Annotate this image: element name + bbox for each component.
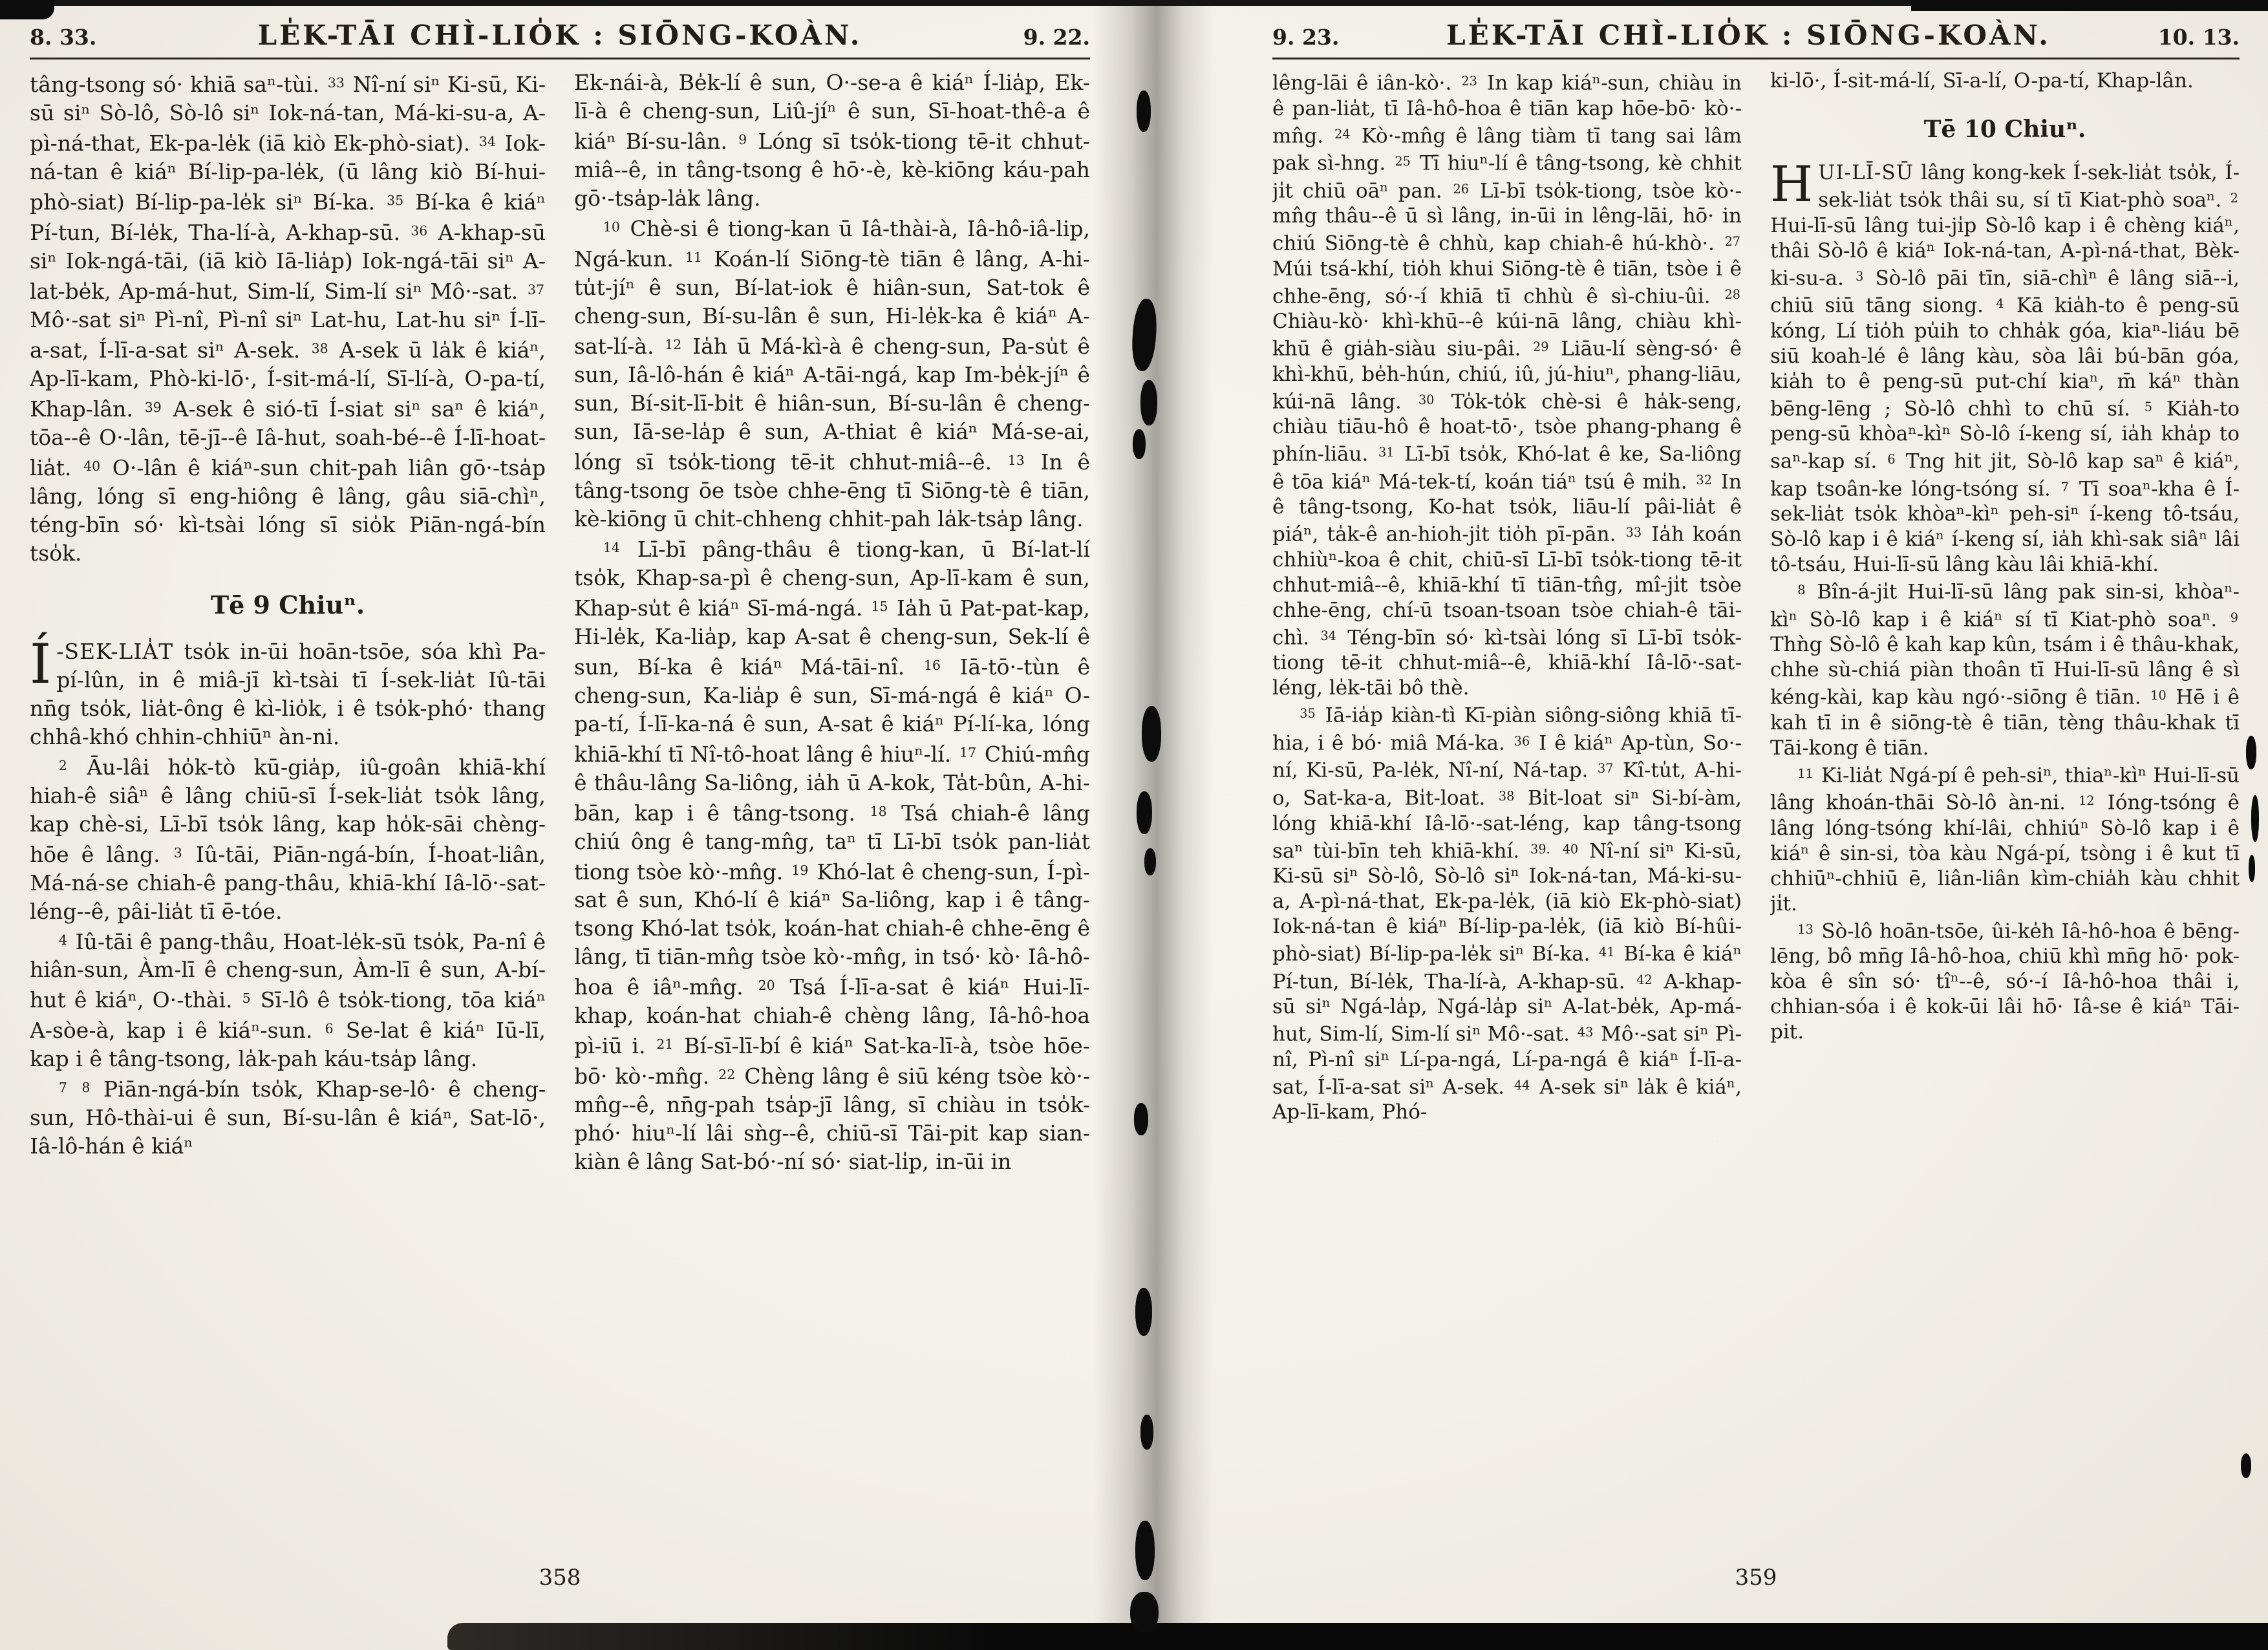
- verse-number: 10: [603, 219, 620, 235]
- verse-number: 40: [83, 458, 101, 474]
- verse-number: 19: [791, 862, 809, 878]
- verse-number: 9: [738, 132, 747, 147]
- verse-number: 12: [2079, 793, 2095, 809]
- verse-number: 26: [1453, 181, 1469, 197]
- verse-number: 40: [1562, 841, 1579, 857]
- verse-paragraph: $^4$ Iû-tāi ê pang-thâu, Hoat-le̍k-sū tso̍k, Pa-nî ê hiân-sun, Àm-lī ê cheng-sun, Àm-lī ê sun, A-bí-hut ê kiáⁿ, O·-thài. $^5$ Sī-lô ê tso̍k-tiong, tōa kiáⁿ A-sòe-à, kap i ê kiáⁿ-sun. $^6$ Se-lat ê kiáⁿ Iū-lī, kap i ê tâng-tsong, la̍k-pah káu-tsa̍p lâng.: [30, 928, 546, 1072]
- binding-mark: [1142, 706, 1161, 762]
- verse-paragraph: Ek-nái-à, Be̍k-lí ê sun, O·-se-a ê kiáⁿ Í-lia̍p, Ek-lī-à ê cheng-sun, Liû-jíⁿ ê sun, Sī-hoat-thê-a ê kiáⁿ Bí-su-lân. $^9$ Lóng sī tso̍k-tiong tē-it chhut-miâ--ê, in tâng-tsong ê hō·-è, kè-kiōng káu-pah gō·-tsa̍p-la̍k lâng.: [574, 70, 1090, 211]
- binding-mark: [1134, 1103, 1148, 1135]
- verse-number: 6: [1887, 452, 1896, 467]
- verse-number: 24: [1334, 126, 1351, 142]
- binding-mark: [1137, 91, 1151, 132]
- verse-number: 37: [1597, 761, 1614, 777]
- chapter-opening-paragraph: HUI-LĪ-SŪ lâng kong-kek Í-sek-lia̍t tso̍k, Í-sek-lia̍t tso̍k thâi su, sí tī Kiat-phò soaⁿ. $^2$ Hui-lī-sū lâng tui-ji̍p Sò-lô kap i ê chèng kiáⁿ, thâi Sò-lô ê kiáⁿ Iok-ná-tan, A-pì-ná-that, Bèk-ki-su-a. $^3$ Sò-lô pāi tīn, siā-chìⁿ ê lâng siā--i, chiū siū tāng siong. $^4$ Kā kia̍h-to ê peng-sū kóng, Lí tio̍h pu̍ih to chha̍k góa, kiaⁿ-liáu bē siū koah-lé ê lâng kàu, sòa lâi bú-bān góa, kia̍h to ê peng-sū put-chí kiaⁿ, m̄ káⁿ thàn bēng-lēng ; Sò-lô chhì to chū sí. $^5$ Kia̍h-to peng-sū khòaⁿ-kìⁿ Sò-lô í-keng sí, ia̍h kha̍p to saⁿ-kap sí. $^6$ Tng hit ji̍t, Sò-lô kap saⁿ ê kiáⁿ, kap tsoân-ke lóng-tsóng sí. $^7$ Tī soaⁿ-kha ê Í-sek-lia̍t tso̍k khòaⁿ-kìⁿ peh-siⁿ í-keng tô-tsáu, Sò-lô kap i ê kiáⁿ í-keng sí, ia̍h khì-sak siâⁿ lâi tô-tsáu, Hui-lī-sū lâng kàu lâi khiā-khí.: [1770, 155, 2240, 577]
- margin-mark: [2249, 855, 2255, 882]
- verse-paragraph: $^{14}$ Lī-bī pâng-thâu ê tiong-kan, ū Bí-lat-lí tso̍k, Khap-sa-pì ê cheng-sun, Ap-lī-kam ê sun, Khap-su̍t ê kiáⁿ Sī-má-ngá. $^{15}$ Ia̍h ū Pat-pat-kap, Hi-le̍k, Ka-lia̍p, kap A-sat ê cheng-sun, Sek-lí ê sun, Bí-ka ê kiáⁿ Má-tāi-nî. $^{16}$ Iā-tō·-tùn ê cheng-sun, Ka-lia̍p ê sun, Sī-má-ngá ê kiáⁿ O-pa-tí, Í-lī-ka-ná ê sun, A-sat ê kiáⁿ Pí-lí-ka, lóng khiā-khí tī Nî-tô-hoat lâng ê hiuⁿ-lí. $^{17}$ Chiú-mn̂g ê thâu-lâng Sa-liông, ia̍h ū A-kok, Ta̍t-bûn, A-hi-bān, kap i ê tâng-tsong. $^{18}$ Tsá chiah-ê lâng chiú ông ê tang-mn̂g, taⁿ tī Lī-bī tso̍k pan-lia̍t tiong tsòe kò·-mn̂g. $^{19}$ Khó-lat ê cheng-sun, Í-pì-sat ê sun, Khó-lí ê kiáⁿ Sa-liông, kap i ê tâng-tsong Khó-lat tso̍k, koán-hat chiah-ê chhe-ēng ê lâng, tī tiān-mn̂g tsòe kò·-mn̂g, in tsó· kò· Iâ-hô-hoa ê iâⁿ-mn̂g. $^{20}$ Tsá Í-lī-a-sat ê kiáⁿ Hui-lī-khap, koán-hat chiah-ê chèng lâng, Iâ-hô-hoa pì-iū i. $^{21}$ Bí-sī-lī-bí ê kiáⁿ Sat-ka-lī-à, tsòe hōe-bō· kò·-mn̂g. $^{22}$ Chèng lâng ê siū kéng tsòe kò·-mn̂g--ê, nn̄g-pah tsa̍p-jī lâng, sī chiàu in tso̍k-phó· hiuⁿ-lí lâi sǹg--ê, chiū-sī Tāi-pit kap sian-kiàn ê lâng Sat-bó·-ní só· siat-li̍p, in-ūi in: [574, 536, 1090, 1175]
- text-columns: [1272, 69, 2240, 1549]
- verse-number: 15: [871, 598, 888, 614]
- verse-number: 17: [959, 744, 977, 760]
- margin-mark: [2246, 736, 2256, 769]
- verse-number: 12: [665, 336, 682, 352]
- verse-number: 18: [870, 803, 887, 819]
- verse-number: 43: [1577, 1025, 1594, 1040]
- verse-number: 6: [325, 1021, 334, 1037]
- margin-mark: [2241, 1453, 2251, 1478]
- verse-number: 38: [1498, 788, 1515, 804]
- chapter-verse-ref-right: 10. 13.: [2157, 25, 2240, 50]
- verse-number: 42: [1636, 972, 1653, 987]
- scan-edge-bottom: [447, 1623, 2268, 1650]
- page-number: 359: [1735, 1565, 1777, 1591]
- binding-mark: [1140, 380, 1157, 425]
- chapter-heading: Tē 10 Chiuⁿ.: [1923, 116, 2086, 143]
- verse-number: 4: [1996, 296, 2004, 312]
- verse-number: 8: [1797, 583, 1806, 598]
- verse-paragraph: $^{35}$ Iā-ia̍p kiàn-tì Kī-piàn siông-siông khiā tī-hia, i ê bó· miâ Má-ka. $^{36}$ I ê kiáⁿ Ap-tùn, So·-ní, Ki-sū, Pa-le̍k, Nî-ní, Ná-tap. $^{37}$ Kî-tu̍t, A-hi-o, Sat-ka-a, Bi̍t-loat. $^{38}$ Bi̍t-loat siⁿ Si-bí-àm, lóng khiā-khí Iâ-lō·-sat-léng, kap tâng-tsong saⁿ tùi-bīn teh khiā-khí. $^{39.}$ $^{40}$ Nî-ní siⁿ Ki-sū, Ki-sū siⁿ Sò-lô, Sò-lô siⁿ Iok-ná-tan, Má-ki-su-a, A-pì-ná-that, Ek-pa-le̍k, (iā kiò Ek-phò-siat) Iok-ná-tan ê kiáⁿ Bí-lip-pa-le̍k, (iā kiò Bí-hûi-phò-siat) Bí-lip-pa-le̍k siⁿ Bí-ka. $^{41}$ Bí-ka ê kiáⁿ Pí-tun, Bí-le̍k, Tha-lí-à, A-khap-sū. $^{42}$ A-khap-sū siⁿ Ngá-la̍p, Ngá-la̍p siⁿ A-lat-be̍k, Ap-má-hut, Sim-lí, Sim-lí siⁿ Mô·-sat. $^{43}$ Mô·-sat siⁿ Pì-nî, Pì-nî siⁿ Lí-pa-ngá, Lí-pa-ngá ê kiáⁿ Í-lī-a-sat, Í-lī-a-sat siⁿ A-sek. $^{44}$ A-sek siⁿ la̍k ê kiáⁿ, Ap-lī-kam, Phó-: [1272, 703, 1742, 1124]
- text-columns: [30, 69, 1090, 1549]
- verse-number: 44: [1514, 1077, 1530, 1093]
- verse-number: 8: [81, 1080, 91, 1096]
- scan-edge-top-right: [1911, 0, 2268, 11]
- opening-word: UI-LĪ-SŪ: [1818, 161, 1914, 184]
- verse-number: 33: [327, 75, 345, 91]
- verse-number: 34: [1320, 628, 1336, 643]
- verse-number: 22: [718, 1067, 736, 1083]
- verse-number: 35: [1300, 706, 1316, 722]
- binding-mark: [1144, 848, 1156, 875]
- column-2: [574, 69, 1090, 1549]
- verse-number: 33: [1625, 525, 1642, 541]
- verse-number: 13: [1797, 921, 1813, 937]
- page-header: [1272, 19, 2240, 59]
- verse-number: 11: [1797, 766, 1813, 781]
- verse-number: 41: [1599, 945, 1615, 960]
- binding-mark: [1133, 429, 1146, 459]
- verse-number: 23: [1461, 74, 1477, 89]
- binding-mark: [1135, 1521, 1155, 1580]
- scan-corner-top-left: [0, 0, 54, 19]
- verse-number: 31: [1378, 445, 1395, 460]
- chapter-opening-paragraph: Í -SEK-LIA̍T tso̍k in-ūi hoān-tsōe, sóa khì Pa-pí-lûn, in ê miâ-jī kì-tsài tī Í-sek-lia̍t Iû-tāi nn̄g tso̍k, lia̍t-ông ê kì-lio̍k, i ê tso̍k-phó· thang chhâ-khó chhin-chhiūⁿ àn-ni.: [30, 632, 546, 749]
- verse-number: 9: [2230, 610, 2238, 625]
- verse-paragraph: $^7$ $^8$ Piān-ngá-bín tso̍k, Khap-se-lô· ê cheng-sun, Hô-thài-ui ê sun, Bí-su-lân ê kiáⁿ, Sat-lō·, Iâ-lô-hán ê kiáⁿ: [30, 1077, 546, 1159]
- verse-number: 5: [2144, 399, 2152, 414]
- verse-number: 25: [1395, 154, 1411, 169]
- verse-number: 10: [2150, 688, 2166, 703]
- verse-paragraph: $^2$ Āu-lâi ho̍k-tò kū-gia̍p, iû-goân khiā-khí hiah-ê siâⁿ ê lâng chiū-sī Í-sek-lia̍t tso̍k lâng, kap chè-si, Lī-bī tso̍k lâng, kap ho̍k-sāi chèng-hōe ê lâng. $^3$ Iû-tāi, Piān-ngá-bín, Í-hoat-liân, Má-ná-se chiah-ê pang-thâu, khiā-khí Iâ-lō·-sat-léng--ê, pâi-lia̍t tī ē-tóe.: [30, 754, 546, 924]
- verse-number: 20: [758, 978, 775, 994]
- running-title: LE̍K-TĀI CHÌ-LIO̍K : SIŌNG-KOÀN.: [257, 19, 862, 51]
- binding-mark: [1130, 1592, 1159, 1633]
- verse-number: 21: [656, 1036, 674, 1053]
- verse-paragraph: $^{10}$ Chè-si ê tiong-kan ū Iâ-thài-à, Iâ-hô-iâ-lip, Ngá-kun. $^{11}$ Koán-lí Siōng-tè tiān ê lâng, A-hi-tu̍t-jíⁿ ê sun, Bí-lat-iok ê hiân-sun, Sat-tok ê cheng-sun, Bí-su-lân ê sun, Hi-le̍k-ka ê kiáⁿ A-sat-lí-à. $^{12}$ Ia̍h ū Má-kì-à ê cheng-sun, Pa-su̍t ê sun, Iâ-lô-hán ê kiáⁿ A-tāi-ngá, kap Im-be̍k-jíⁿ ê sun, Bí-sit-lī-bi̍t ê hiân-sun, Bí-su-lân ê cheng-sun, Iā-se-la̍p ê sun, A-thiat ê kiáⁿ Má-se-ai, lóng sī tso̍k-tiong tē-it chhut-miâ--ê. $^{13}$ In ê tâng-tsong ōe tsòe chhe-ēng tī Siōng-tè ê tiān, kè-kiōng ū chi̍t-chheng chhit-pah la̍k-tsa̍p lâng.: [574, 215, 1090, 531]
- verse-paragraph: $^8$ Bîn-á-ji̍t Hui-lī-sū lâng pak sin-si, khòaⁿ-kìⁿ Sò-lô kap i ê kiáⁿ sí tī Kiat-phò soaⁿ. $^9$ Thǹg Sò-lô ê kah kap kûn, tsám i ê thâu-khak, chhe sù-chiá piàn thoân tī Hui-lī-sū lâng ê sì kéng-kài, kap kàu ngó·-siōng ê tiān. $^{10}$ Hē i ê kah tī in ê siōng-tè ê tiān, tèng thâu-khak tī Tāi-kong ê tiān.: [1770, 580, 2240, 760]
- verse-number: 39.: [1530, 841, 1550, 857]
- drop-cap-letter: H: [1770, 155, 1813, 213]
- verse-number: 11: [685, 249, 702, 265]
- verse-paragraph: ki-lō·, Í-sit-má-lí, Sī-a-lí, O-pa-tí, Khap-lân.: [1770, 69, 2194, 92]
- verse-number: 27: [1724, 234, 1740, 250]
- binding-mark: [1137, 791, 1152, 834]
- verse-number: 5: [242, 991, 251, 1007]
- verse-number: 7: [2060, 479, 2069, 495]
- chapter-verse-ref-right: 9. 22.: [1023, 25, 1090, 50]
- gutter-shadow: [1094, 0, 1214, 1650]
- verse-number: 30: [1418, 392, 1435, 407]
- opening-word: -SEK-LIA̍T: [56, 638, 174, 664]
- margin-mark: [2251, 795, 2259, 842]
- verse-number: 3: [173, 844, 182, 861]
- verse-number: 39: [144, 399, 162, 415]
- right-page: [1272, 19, 2240, 1591]
- verse-number: 34: [478, 133, 496, 149]
- chapter-verse-ref-left: 9. 23.: [1272, 25, 1340, 50]
- verse-number: 4: [58, 932, 67, 948]
- verse-paragraph: $^{11}$ Ki-lia̍t Ngá-pí ê peh-siⁿ, thiaⁿ-kìⁿ Hui-lī-sū lâng khoán-thāi Sò-lô àn-ni. $^{12}$ Ióng-tsóng ê lâng lóng-tsóng khí-lâi, chhiúⁿ Sò-lô kap i ê kiáⁿ ê sin-si, tòa kàu Ngá-pí, tsòng i ê kut tī chhiūⁿ-chhiū ē, liân-liân kìm-chia̍h kàu chhit ji̍t.: [1770, 764, 2240, 916]
- left-page: [30, 19, 1090, 1591]
- verse-number: 29: [1533, 339, 1549, 355]
- verse-number: 14: [603, 539, 620, 555]
- verse-number: 38: [311, 340, 328, 356]
- column-1: [30, 69, 546, 1549]
- verse-paragraph: tâng-tsong só· khiā saⁿ-tùi. $^{33}$ Nî-ní siⁿ Ki-sū, Ki-sū siⁿ Sò-lô, Sò-lô siⁿ Iok-ná-tan, Má-ki-su-a, A-pì-ná-that, Ek-pa-le̍k (iā kiò Ek-phò-siat). $^{34}$ Iok-ná-tan ê kiáⁿ Bí-lip-pa-le̍k, (ū lâng kiò Bí-hui-phò-siat) Bí-lip-pa-le̍k siⁿ Bí-ka. $^{35}$ Bí-ka ê kiáⁿ Pí-tun, Bí-le̍k, Tha-lí-à, A-khap-sū. $^{36}$ A-khap-sū siⁿ Iok-ngá-tāi, (iā kiò Iā-lia̍p) Iok-ngá-tāi siⁿ A-lat-be̍k, Ap-má-hut, Sim-lí, Sim-lí siⁿ Mô·-sat. $^{37}$ Mô·-sat siⁿ Pì-nî, Pì-nî siⁿ Lat-hu, Lat-hu siⁿ Í-lī-a-sat, Í-lī-a-sat siⁿ A-sek. $^{38}$ A-sek ū la̍k ê kiáⁿ, Ap-lī-kam, Phò-ki-lō·, Í-sit-má-lí, Sī-lí-à, O-pa-tí, Khap-lân. $^{39}$ A-sek ê sió-tī Í-siat siⁿ saⁿ ê kiáⁿ, tōa--ê O·-lân, tē-jī--ê Iâ-hut, soah-bé--ê Í-lī-hoat-lia̍t. $^{40}$ O·-lân ê kiáⁿ-sun chit-pah liân gō·-tsa̍p lâng, lóng sī eng-hiông ê lâng, gâu siā-chìⁿ, téng-bīn só· kì-tsài lóng sī sio̍k Piān-ngá-bín tso̍k.: [30, 71, 546, 566]
- column-1: [1272, 69, 1742, 1549]
- chapter-verse-ref-left: 8. 33.: [30, 25, 97, 50]
- drop-cap-letter: Í: [30, 632, 52, 696]
- binding-mark: [1135, 1288, 1152, 1336]
- chapter-heading: Tē 9 Chiuⁿ.: [210, 590, 365, 619]
- verse-paragraph: $^{13}$ Sò-lô hoān-tsōe, ûi-ke̍h Iâ-hô-hoa ê bēng-lēng, bô mn̄g Iâ-hô-hoa, chiū khì mn̄g hō· pok-kòa ê sîn só· tîⁿ--ê, só·-í Iâ-hô-hoa thâi i, chhian-sóa i ê kok-ūi lâi hō· Iâ-se ê kiáⁿ Tāi-pit.: [1770, 919, 2240, 1044]
- running-title: LE̍K-TĀI CHÌ-LIO̍K : SIŌNG-KOÀN.: [1446, 19, 2051, 51]
- verse-number: 32: [1696, 472, 1712, 488]
- verse-number: 16: [923, 657, 941, 673]
- binding-mark: [1140, 1415, 1153, 1450]
- verse-number: 37: [527, 281, 544, 297]
- verse-number: 35: [387, 192, 404, 208]
- verse-number: 3: [1856, 268, 1864, 284]
- verse-paragraph: lêng-lāi ê iân-kò·. $^{23}$ In kap kiáⁿ-sun, chiàu in ê pan-lia̍t, tī Iâ-hô-hoa ê tiān kap hōe-bō· kò·-mn̂g. $^{24}$ Kò·-mn̂g ê lâng tiàm tī tang sai lâm pak sì-hng. $^{25}$ Tī hiuⁿ-lí ê tâng-tsong, kè chhit ji̍t chiū oāⁿ pan. $^{26}$ Lī-bī tso̍k-tiong, tsòe kò·-mn̂g thâu--ê ū sì lâng, in-ūi in lêng-lāi, hō· in chiú Siōng-tè ê chhù, kap chiah-ê hú-khò·. $^{27}$ Múi tsá-khí, tio̍h khui Siōng-tè ê tiān, tsòe i ê chhe-ēng, só·-í khiā tī chhù ê sì-chiu-ûi. $^{28}$ Chiàu-kò· khì-khū--ê kúi-nā lâng, chiàu khì-khū ê gia̍h-siàu siu-pâi. $^{29}$ Liāu-lí sèng-só· ê khì-khū, be̍h-hún, chiú, iû, jú-hiuⁿ, phang-liāu, kúi-nā lâng. $^{30}$ To̍k-to̍k chè-si ê ha̍k-seng, chiàu tiāu-hô ê hoat-tō·, tsòe phang-phang ê phín-liāu. $^{31}$ Lī-bī tso̍k, Khó-lat ê ke, Sa-liông ê tōa kiáⁿ Má-tek-tí, koán tiáⁿ tsú ê mi̍h. $^{32}$ In ê tâng-tsong, Ko-hat tso̍k, liāu-lí pâi-lia̍t ê piáⁿ, ta̍k-ê an-hioh-ji̍t tio̍h pī-pān. $^{33}$ Ia̍h koán chhiùⁿ-koa ê chit, chiū-sī Lī-bī tso̍k-tiong tē-it chhut-miâ--ê, khiā-khí tī tiān-tn̂g, mî-ji̍t tsòe chhe-ēng, chí-ū tsoan-tsoan tsòe chiah-ê tāi-chì. $^{34}$ Téng-bīn só· kì-tsài lóng sī Lī-bī tso̍k-tiong tē-it chhut-miâ--ê, khiā-khí Iâ-lō·-sat-léng, le̍k-tāi bô thè.: [1272, 71, 1742, 700]
- verse-number: 2: [2230, 191, 2238, 206]
- verse-number: 7: [58, 1080, 67, 1096]
- verse-number: 36: [411, 222, 428, 239]
- verse-number: 28: [1724, 286, 1740, 302]
- page-header: [30, 19, 1090, 59]
- verse-number: 36: [1514, 733, 1530, 749]
- verse-number: 13: [1007, 452, 1025, 468]
- verse-number: 2: [58, 757, 67, 773]
- column-2: [1770, 69, 2240, 1549]
- page-number: 358: [539, 1565, 581, 1591]
